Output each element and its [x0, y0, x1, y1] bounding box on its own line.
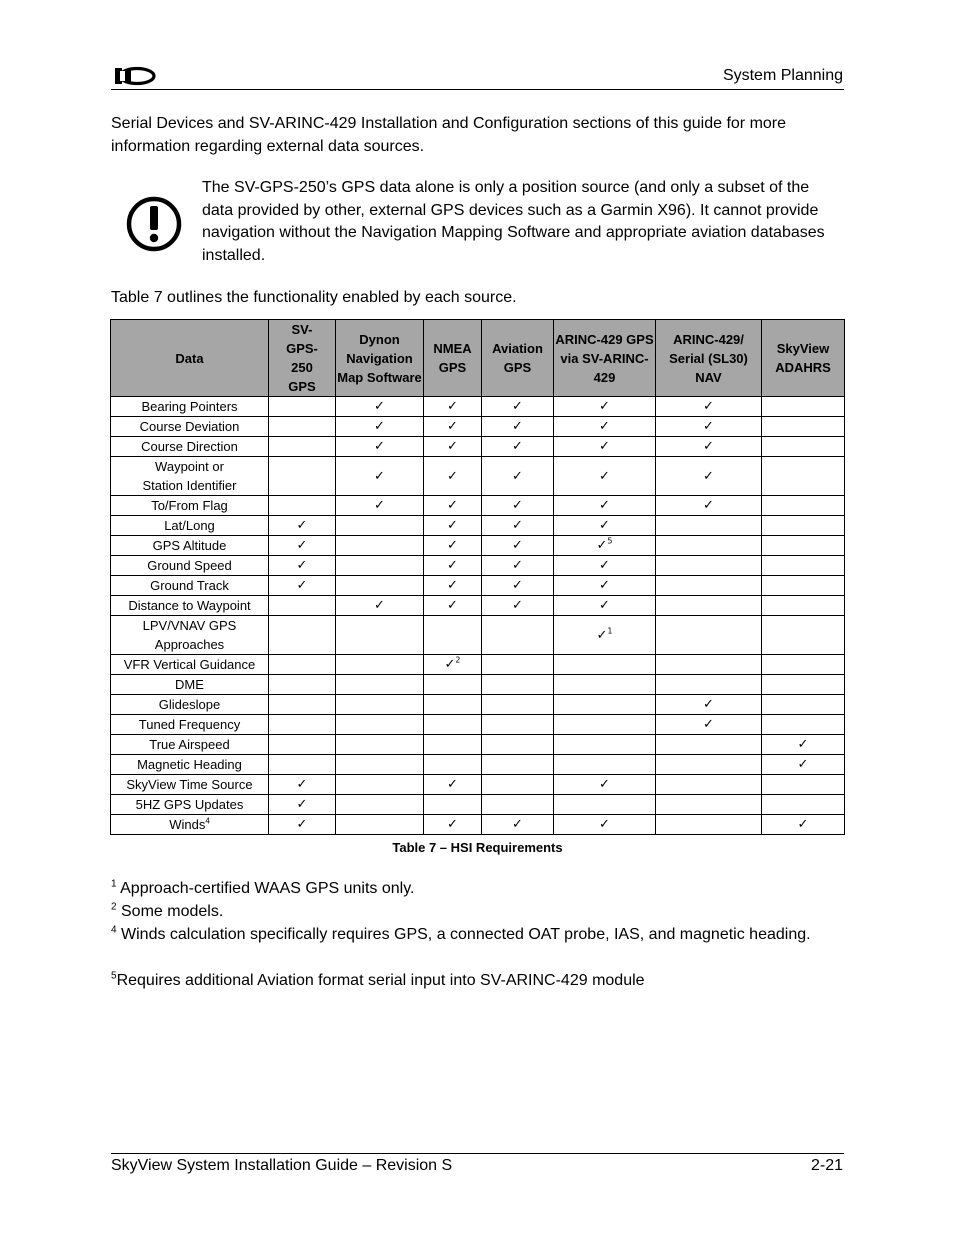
checkmark-cell — [269, 815, 336, 835]
checkmark-icon: ✓ — [797, 817, 809, 832]
footnote-text: Winds calculation specifically requires GPS, a connected OAT probe, IAS, and magnetic heading. — [116, 926, 811, 943]
table-row — [111, 457, 845, 496]
empty-cell — [336, 556, 424, 576]
empty-cell — [762, 397, 845, 417]
footnote-text: Some models. — [116, 903, 224, 920]
checkmark-icon: ✓ — [512, 468, 523, 484]
checkmark-cell — [482, 437, 554, 457]
checkmark-icon: ✓ — [599, 468, 610, 484]
checkmark-icon: ✓ — [703, 439, 714, 454]
checkmark-cell — [762, 735, 845, 755]
checkmark-cell — [336, 457, 424, 496]
checkmark-cell — [762, 755, 845, 775]
checkmark-cell — [482, 596, 554, 616]
checkmark-cell — [424, 457, 482, 496]
exclamation-circle-icon — [124, 194, 184, 254]
checkmark-cell — [482, 556, 554, 576]
empty-cell — [656, 735, 762, 755]
row-label-text: 5HZ GPS Updates — [135, 797, 244, 812]
header-divider — [111, 89, 844, 90]
empty-cell — [762, 556, 845, 576]
empty-cell — [336, 616, 424, 655]
row-label — [111, 496, 269, 516]
empty-cell — [762, 695, 845, 715]
checkmark-icon: ✓ — [447, 518, 458, 533]
checkmark-icon: ✓ — [447, 468, 458, 484]
checkmark-icon: ✓ — [296, 558, 308, 573]
footnote-mark: 2 — [111, 901, 117, 913]
checkmark-icon: ✓ — [797, 737, 809, 752]
checkmark-cell — [269, 775, 336, 795]
checkmark-icon: ✓ — [512, 399, 523, 414]
checkmark-icon: ✓ — [374, 598, 385, 613]
row-label-text: GPS Altitude — [152, 538, 227, 553]
column-header: ARINC-429/ Serial (SL30) NAV — [656, 320, 762, 397]
table-row — [111, 815, 845, 835]
checkmark-cell — [554, 596, 656, 616]
empty-cell — [336, 755, 424, 775]
table-row — [111, 397, 845, 417]
checkmark-icon: ✓ — [374, 439, 385, 454]
checkmark-icon: ✓ — [447, 598, 458, 613]
empty-cell — [269, 457, 336, 496]
checkmark-cell — [269, 576, 336, 596]
checkmark-cell — [554, 775, 656, 795]
row-label — [111, 735, 269, 755]
checkmark-cell — [656, 397, 762, 417]
footnote-reference: 4 — [205, 816, 210, 826]
checkmark-icon: ✓ — [447, 578, 458, 593]
empty-cell — [269, 417, 336, 437]
table-row — [111, 735, 845, 755]
checkmark-cell — [424, 536, 482, 556]
checkmark-cell — [482, 496, 554, 516]
checkmark-icon: ✓ — [703, 498, 714, 513]
checkmark-cell — [554, 397, 656, 417]
empty-cell — [269, 755, 336, 775]
empty-cell — [554, 695, 656, 715]
row-label — [111, 695, 269, 715]
row-label — [111, 556, 269, 576]
checkmark-icon: ✓ — [703, 419, 714, 434]
empty-cell — [656, 516, 762, 536]
checkmark-cell — [424, 437, 482, 457]
checkmark-icon: ✓ — [447, 538, 458, 553]
row-label-text: Ground Speed — [147, 558, 232, 573]
empty-cell — [336, 735, 424, 755]
row-label — [111, 755, 269, 775]
checkmark-icon: ✓ — [447, 419, 458, 434]
row-label-text: Magnetic Heading — [137, 757, 242, 772]
row-label-text: Tuned Frequency — [138, 717, 241, 732]
checkmark-cell — [424, 556, 482, 576]
checkmark-cell — [424, 815, 482, 835]
footnote-reference: 5 — [607, 536, 613, 546]
column-header: NMEA GPS — [424, 320, 482, 397]
empty-cell — [482, 715, 554, 735]
table-intro: Table 7 outlines the functionality enabled by each source. — [111, 289, 517, 306]
checkmark-icon: ✓ — [447, 777, 458, 792]
checkmark-icon: ✓ — [296, 578, 308, 593]
footnote-reference: 2 — [455, 655, 461, 665]
checkmark-icon: ✓ — [599, 419, 610, 434]
empty-cell — [554, 715, 656, 735]
empty-cell — [762, 795, 845, 815]
checkmark-cell — [424, 516, 482, 536]
empty-cell — [269, 596, 336, 616]
checkmark-cell — [554, 815, 656, 835]
footnote-text: Requires additional Aviation format serial input into SV-ARINC-429 module — [116, 972, 645, 989]
footer-document-title: SkyView System Installation Guide – Revision S — [111, 1157, 453, 1174]
dynon-logo-icon — [111, 66, 157, 86]
checkmark-cell — [482, 536, 554, 556]
table-row — [111, 536, 845, 556]
empty-cell — [336, 516, 424, 536]
checkmark-icon: ✓ — [512, 578, 523, 593]
checkmark-cell — [424, 576, 482, 596]
empty-cell — [762, 437, 845, 457]
checkmark-cell — [336, 417, 424, 437]
empty-cell — [762, 715, 845, 735]
checkmark-cell — [554, 576, 656, 596]
checkmark-cell — [482, 457, 554, 496]
row-label-text: SkyView Time Source — [126, 777, 253, 792]
checkmark-cell — [482, 397, 554, 417]
empty-cell — [424, 735, 482, 755]
checkmark-icon: ✓ — [447, 498, 458, 513]
empty-cell — [336, 576, 424, 596]
row-label-text: DME — [175, 677, 204, 692]
empty-cell — [762, 536, 845, 556]
row-label-text: Lat/Long — [164, 518, 215, 533]
row-label — [111, 516, 269, 536]
checkmark-icon: ✓ — [512, 817, 523, 832]
checkmark-cell — [656, 417, 762, 437]
row-label-text: True Airspeed — [149, 737, 230, 752]
checkmark-icon: ✓ — [296, 777, 308, 792]
checkmark-icon: ✓ — [599, 777, 610, 792]
checkmark-cell — [336, 397, 424, 417]
empty-cell — [482, 616, 554, 655]
checkmark-icon: ✓ — [512, 419, 523, 434]
empty-cell — [656, 775, 762, 795]
checkmark-cell — [336, 596, 424, 616]
row-label — [111, 775, 269, 795]
empty-cell — [656, 536, 762, 556]
table-row — [111, 755, 845, 775]
table-row — [111, 616, 845, 655]
footnote-mark: 4 — [111, 924, 117, 936]
checkmark-icon: ✓ — [444, 657, 456, 672]
empty-cell — [656, 596, 762, 616]
empty-cell — [269, 437, 336, 457]
checkmark-cell — [554, 417, 656, 437]
checkmark-cell — [269, 795, 336, 815]
warning-text: The SV-GPS-250’s GPS data alone is only a position source (and only a subset of the data provided by other, external GPS devices such as a Garmin X96). It cannot provide navigation without the Navigation Mapping Software and appropriate aviation databases installed. — [202, 179, 825, 264]
empty-cell — [336, 795, 424, 815]
checkmark-icon: ✓ — [296, 817, 308, 832]
checkmark-icon: ✓ — [512, 538, 523, 553]
column-header: SV-GPS-250 GPS — [269, 320, 336, 397]
row-label-text: Glideslope — [158, 697, 221, 712]
row-label-text: LPV/VNAV GPS Approaches — [142, 618, 237, 652]
row-label — [111, 536, 269, 556]
checkmark-cell — [424, 417, 482, 437]
row-label-text: Waypoint or Station Identifier — [142, 459, 237, 493]
checkmark-cell — [482, 516, 554, 536]
empty-cell — [656, 755, 762, 775]
table-row — [111, 675, 845, 695]
empty-cell — [269, 695, 336, 715]
checkmark-icon: ✓ — [596, 538, 608, 553]
checkmark-icon: ✓ — [374, 468, 385, 484]
checkmark-cell — [554, 616, 656, 655]
empty-cell — [482, 655, 554, 675]
empty-cell — [482, 675, 554, 695]
row-label — [111, 795, 269, 815]
footnote — [111, 969, 844, 992]
empty-cell — [656, 556, 762, 576]
row-label-text: Distance to Waypoint — [128, 598, 251, 613]
table-row — [111, 576, 845, 596]
empty-cell — [762, 775, 845, 795]
empty-cell — [269, 397, 336, 417]
checkmark-icon: ✓ — [599, 399, 610, 414]
checkmark-icon: ✓ — [703, 697, 714, 712]
checkmark-icon: ✓ — [512, 598, 523, 613]
checkmark-icon: ✓ — [374, 399, 385, 414]
checkmark-icon: ✓ — [296, 797, 308, 812]
checkmark-icon: ✓ — [797, 757, 809, 772]
empty-cell — [762, 457, 845, 496]
column-header: Dynon Navigation Map Software — [336, 320, 424, 397]
column-header: SkyView ADAHRS — [762, 320, 845, 397]
checkmark-icon: ✓ — [296, 538, 308, 553]
empty-cell — [656, 675, 762, 695]
checkmark-icon: ✓ — [512, 498, 523, 513]
empty-cell — [336, 655, 424, 675]
empty-cell — [762, 417, 845, 437]
checkmark-icon: ✓ — [599, 598, 610, 613]
empty-cell — [336, 815, 424, 835]
row-label — [111, 596, 269, 616]
row-label — [111, 457, 269, 496]
checkmark-icon: ✓ — [512, 518, 523, 533]
row-label-text: Bearing Pointers — [141, 399, 238, 414]
table-row — [111, 655, 845, 675]
checkmark-icon: ✓ — [512, 439, 523, 454]
checkmark-cell — [269, 536, 336, 556]
checkmark-icon: ✓ — [447, 439, 458, 454]
footnote — [111, 877, 844, 900]
row-label-text: Course Deviation — [139, 419, 240, 434]
checkmark-icon: ✓ — [599, 498, 610, 513]
row-label-text: VFR Vertical Guidance — [123, 657, 256, 672]
checkmark-icon: ✓ — [599, 578, 610, 593]
checkmark-cell — [656, 496, 762, 516]
checkmark-cell — [269, 516, 336, 536]
footer-divider — [111, 1153, 844, 1154]
empty-cell — [656, 616, 762, 655]
empty-cell — [482, 775, 554, 795]
checkmark-cell — [269, 556, 336, 576]
checkmark-icon: ✓ — [447, 399, 458, 414]
empty-cell — [269, 675, 336, 695]
empty-cell — [336, 536, 424, 556]
checkmark-cell — [656, 715, 762, 735]
empty-cell — [656, 576, 762, 596]
empty-cell — [656, 795, 762, 815]
checkmark-cell — [762, 815, 845, 835]
checkmark-cell — [424, 775, 482, 795]
empty-cell — [762, 596, 845, 616]
checkmark-icon: ✓ — [296, 518, 308, 533]
empty-cell — [269, 496, 336, 516]
checkmark-cell — [656, 437, 762, 457]
section-title: System Planning — [722, 67, 843, 84]
empty-cell — [482, 735, 554, 755]
checkmark-cell — [554, 516, 656, 536]
footnote-mark: 1 — [111, 878, 117, 890]
checkmark-cell — [554, 536, 656, 556]
empty-cell — [554, 655, 656, 675]
intro-paragraph: Serial Devices and SV-ARINC-429 Installation and Configuration sections of this guide for more information regarding external data sources. — [111, 115, 787, 155]
checkmark-cell — [482, 417, 554, 437]
table-row — [111, 596, 845, 616]
checkmark-cell — [482, 815, 554, 835]
empty-cell — [424, 795, 482, 815]
row-label — [111, 576, 269, 596]
empty-cell — [554, 675, 656, 695]
empty-cell — [762, 616, 845, 655]
empty-cell — [656, 655, 762, 675]
table-row — [111, 437, 845, 457]
empty-cell — [424, 695, 482, 715]
row-label-text: To/From Flag — [151, 498, 228, 513]
row-label-text: Course Direction — [141, 439, 238, 454]
empty-cell — [554, 795, 656, 815]
footnote-reference: 1 — [607, 626, 613, 636]
table-row — [111, 496, 845, 516]
checkmark-cell — [424, 596, 482, 616]
row-label — [111, 715, 269, 735]
row-label-text: Ground Track — [150, 578, 229, 593]
checkmark-icon: ✓ — [599, 817, 610, 832]
checkmark-cell — [656, 695, 762, 715]
empty-cell — [554, 735, 656, 755]
hsi-requirements-table — [110, 319, 845, 835]
empty-cell — [554, 755, 656, 775]
empty-cell — [424, 616, 482, 655]
checkmark-cell — [336, 496, 424, 516]
empty-cell — [424, 755, 482, 775]
checkmark-cell — [554, 437, 656, 457]
checkmark-cell — [424, 496, 482, 516]
footnote-mark: 5 — [111, 970, 117, 982]
empty-cell — [482, 755, 554, 775]
table-body — [111, 397, 845, 835]
checkmark-icon: ✓ — [599, 518, 610, 533]
checkmark-icon: ✓ — [703, 399, 714, 414]
empty-cell — [269, 715, 336, 735]
footnote-text: Approach-certified WAAS GPS units only. — [116, 880, 415, 897]
row-label — [111, 815, 269, 835]
table-row — [111, 556, 845, 576]
empty-cell — [762, 576, 845, 596]
checkmark-cell — [482, 576, 554, 596]
footnote — [111, 900, 844, 923]
empty-cell — [762, 496, 845, 516]
table-row — [111, 715, 845, 735]
empty-cell — [656, 815, 762, 835]
column-header: ARINC-429 GPS via SV-ARINC-429 — [554, 320, 656, 397]
checkmark-icon: ✓ — [703, 468, 714, 484]
column-header: Data — [111, 320, 269, 397]
empty-cell — [482, 695, 554, 715]
empty-cell — [269, 616, 336, 655]
row-label — [111, 417, 269, 437]
checkmark-icon: ✓ — [447, 558, 458, 573]
checkmark-icon: ✓ — [447, 817, 458, 832]
row-label — [111, 437, 269, 457]
empty-cell — [424, 715, 482, 735]
empty-cell — [762, 655, 845, 675]
row-label — [111, 397, 269, 417]
row-label-text: Winds — [169, 817, 206, 832]
empty-cell — [269, 655, 336, 675]
checkmark-cell — [424, 397, 482, 417]
empty-cell — [336, 775, 424, 795]
table-row — [111, 695, 845, 715]
table-row — [111, 795, 845, 815]
checkmark-cell — [554, 457, 656, 496]
empty-cell — [336, 695, 424, 715]
checkmark-icon: ✓ — [374, 419, 385, 434]
checkmark-icon: ✓ — [703, 717, 714, 732]
empty-cell — [336, 675, 424, 695]
row-label — [111, 616, 269, 655]
empty-cell — [336, 715, 424, 735]
row-label — [111, 675, 269, 695]
checkmark-icon: ✓ — [374, 498, 385, 513]
checkmark-cell — [424, 655, 482, 675]
table-row — [111, 516, 845, 536]
empty-cell — [762, 675, 845, 695]
table-caption: Table 7 – HSI Requirements — [392, 840, 563, 855]
checkmark-cell — [554, 556, 656, 576]
checkmark-cell — [336, 437, 424, 457]
row-label — [111, 655, 269, 675]
empty-cell — [269, 735, 336, 755]
checkmark-cell — [656, 457, 762, 496]
footnote — [111, 923, 844, 946]
empty-cell — [482, 795, 554, 815]
empty-cell — [424, 675, 482, 695]
checkmark-icon: ✓ — [599, 439, 610, 454]
page-number: 2-21 — [810, 1157, 843, 1174]
checkmark-icon: ✓ — [596, 627, 608, 643]
checkmark-cell — [554, 496, 656, 516]
table-row — [111, 417, 845, 437]
table-header-row — [111, 320, 845, 397]
column-header: Aviation GPS — [482, 320, 554, 397]
table-row — [111, 775, 845, 795]
empty-cell — [762, 516, 845, 536]
checkmark-icon: ✓ — [599, 558, 610, 573]
checkmark-icon: ✓ — [512, 558, 523, 573]
